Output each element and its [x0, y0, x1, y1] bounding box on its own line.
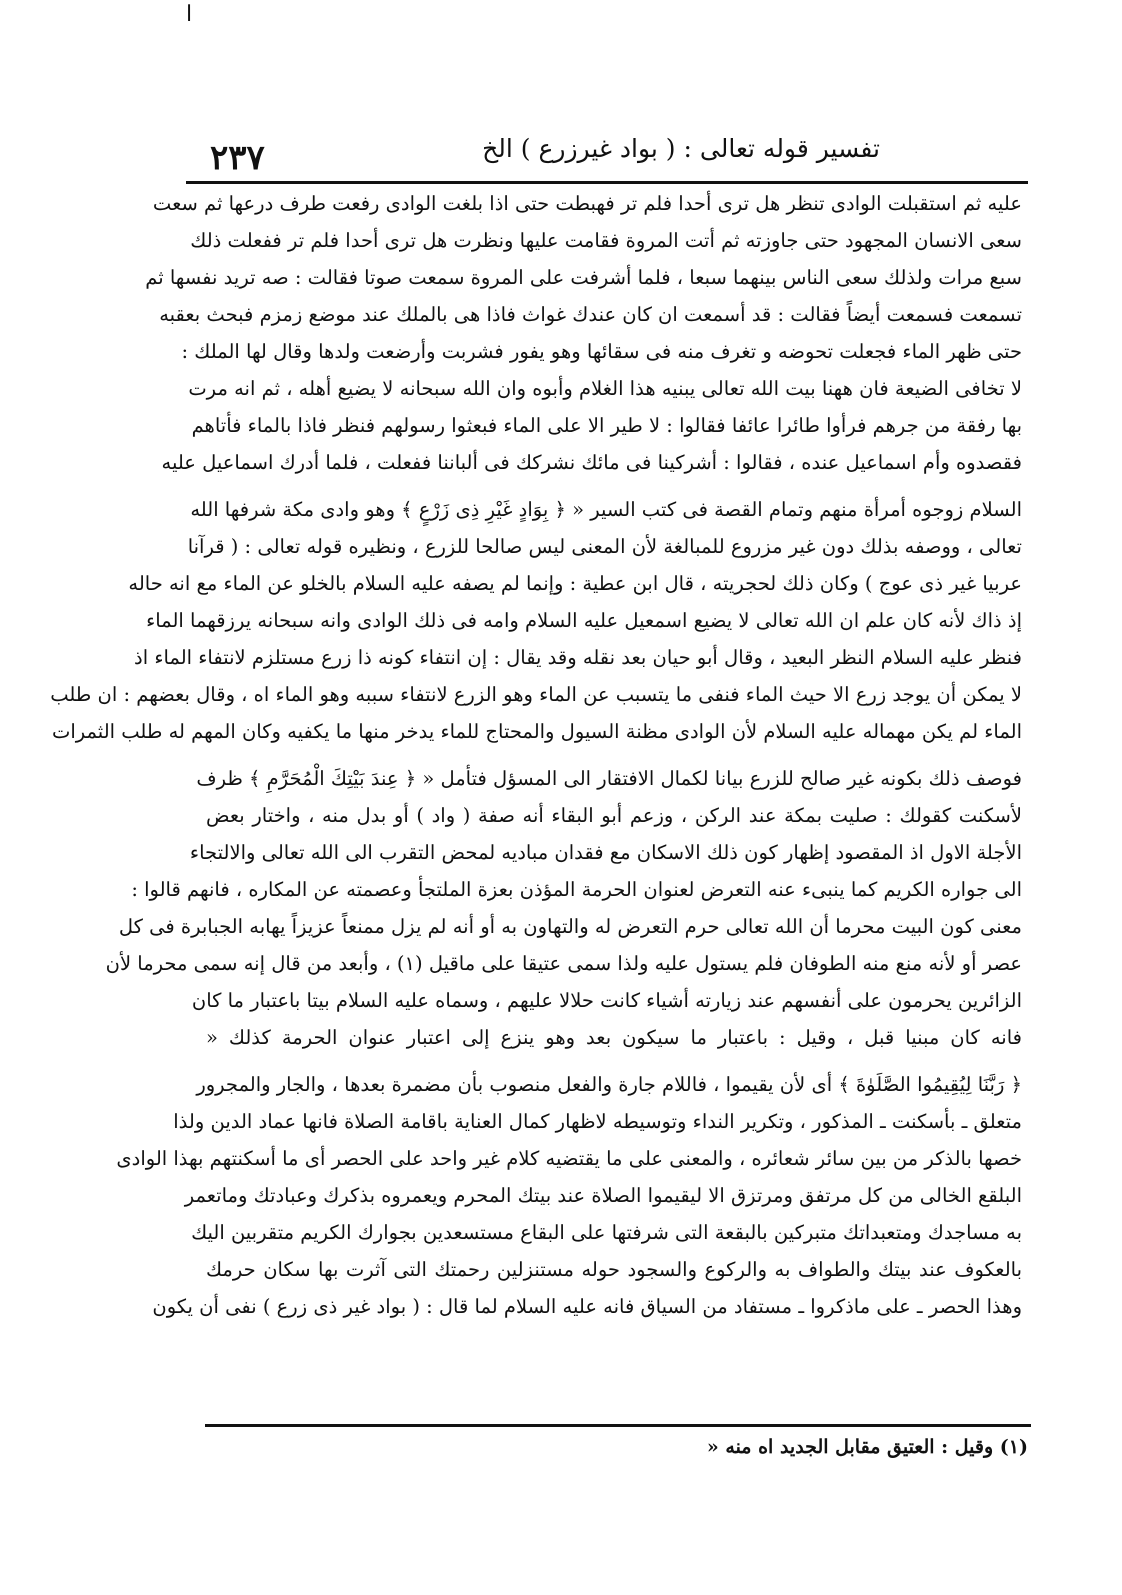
footnote: (١) وقيل : العتيق مقابل الجديد اه منه « — [706, 1436, 1028, 1458]
text-line: به مساجدك ومتعبداتك متبركين بالبقعة التى شرفتها على البقاع مستسعدين بجوارك الكريم متقربين اليك — [191, 1221, 1022, 1244]
text-line: السلام زوجوه أمرأة منهم وتمام القصة فى كتب السير « ﴿ بِوَادٍ غَيْرِ ذِى زَرْعٍ ﴾ وهو وادى مكة شرفها الله — [190, 498, 1022, 521]
page-number: ٢٣٧ — [210, 138, 265, 178]
paragraph-gap — [206, 1056, 1022, 1066]
paragraph — [50, 491, 1022, 750]
text-line: سبع مرات ولذلك سعى الناس بينهما سبعا ، فلما أشرفت على المروة سمعت صوتا فقالت : صه تريد نفسها ثم — [145, 266, 1022, 289]
text-line: الى جواره الكريم كما ينبىء عنه التعرض لعنوان الحرمة المؤذن بعزة الملتجأ وعصمته عن المكاره ، فانهم قالوا : — [131, 878, 1022, 901]
text-line: لا تخافى الضيعة فان ههنا بيت الله تعالى يبنيه هذا الغلام وأبوه وان الله سبحانه لا يضيع أهله ، ثم انه مرت — [188, 377, 1022, 400]
header-rule — [186, 181, 1028, 184]
text-line: تعالى ، ووصفه بذلك دون غير مزروع للمبالغة لأن المعنى ليس صالحا للزرع ، ونظيره قوله تعالى : ( قرآنا — [187, 535, 1022, 558]
text-line: فنظر عليه السلام النظر البعيد ، وقال أبو حيان بعد نقله وقد يقال : إن انتفاء كونه ذا زرع مستلزم لانتفاء الماء اذ — [134, 646, 1022, 669]
page-header — [210, 132, 1020, 182]
text-line: الأجلة الاول اذ المقصود إظهار كون ذلك الاسكان مع فقدان مباديه لمحض التقرب الى الله تعالى والالتجاء — [189, 841, 1022, 864]
footnote-rule — [205, 1424, 1031, 1427]
paragraph — [116, 1066, 1022, 1325]
text-line: عربيا غير ذى عوج ) وكان ذلك لحجريته ، قال ابن عطية : وإنما لم يصفه عليه السلام بالخلو عن الماء مع انه حاله — [128, 572, 1022, 595]
text-line: فقصدوه وأم اسماعيل عنده ، فقالوا : أشركينا فى مائك نشركك فى ألباننا ففعلت ، فلما أدرك اسماعيل عليه — [161, 451, 1022, 474]
text-line: تسمعت فسمعت أيضاً فقالت : قد أسمعت ان كان عندك غواث فاذا هى بالملك عند موضع زمزم فبحث بعقبه — [159, 303, 1022, 326]
text-line: عليه ثم استقبلت الوادى تنظر هل ترى أحدا فلم تر فهبطت حتى اذا بلغت الوادى رفعت طرف درعها ثم سعت — [152, 192, 1022, 215]
text-line: فوصف ذلك بكونه غير صالح للزرع بيانا لكمال الافتقار الى المسؤل فتأمل « ﴿ عِندَ بَيْتِكَ الْمُحَرَّمِ ﴾ ظرف — [196, 767, 1022, 790]
text-line: خصها بالذكر من بين سائر شعائره ، والمعنى على ما يقتضيه كلام غير واحد على الحصر أى ما أسكنتهم بهذا الوادى — [116, 1147, 1022, 1170]
text-line: البلقع الخالى من كل مرتفق ومرتزق الا ليقيموا الصلاة عند بيتك المحرم ويعمروه بذكرك وعبادتك وماتعمر — [184, 1184, 1022, 1207]
text-line: متعلق ـ بأسكنت ـ المذكور ، وتكرير النداء وتوسيطه لاظهار كمال العناية باقامة الصلاة فانها عماد الدين ولذا — [173, 1110, 1022, 1133]
text-line: الزائرين يحرمون على أنفسهم عند زيارته أشياء كانت حلالا عليهم ، وسماه عليه السلام بيتا باعتبار ما كان — [191, 989, 1022, 1012]
text-line: فانه كان مبنيا قبل ، وقيل : باعتبار ما سيكون بعد وهو ينزع إلى اعتبار عنوان الحرمة كذلك « — [206, 1026, 1022, 1049]
paragraph — [105, 760, 1022, 1056]
text-line: إذ ذاك لأنه كان علم ان الله تعالى لا يضيع اسمعيل عليه السلام وامه فى ذلك الوادى وانه سبحانه يرزقهما الماء — [146, 609, 1022, 632]
paragraph — [145, 185, 1022, 481]
text-line: بها رفقة من جرهم فرأوا طائرا عائفا فقالوا : لا طير الا على الماء فبعثوا رسولهم فنظر فاذا بالماء فأتاهم — [191, 414, 1022, 437]
running-title: تفسير قوله تعالى : ( بواد غيرزرع ) الخ — [482, 134, 880, 163]
text-line: بالعكوف عند بيتك والطواف به والركوع والسجود حوله مستنزلين رحمتك التى آثرت بها سكان حرمك — [206, 1258, 1022, 1281]
text-line: عصر أو لأنه منع منه الطوفان فلم يستول عليه ولذا سمى عتيقا على ماقيل (١) ، وأبعد من قال إنه سمى محرما لأن — [105, 952, 1022, 975]
text-line: معنى كون البيت محرما أن الله تعالى حرم التعرض له والتهاون به أو أنه لم يزل ممنعاً عزيزاً يهابه الجبابرة فى كل — [118, 915, 1022, 938]
text-line: حتى ظهر الماء فجعلت تحوضه و تغرف منه فى سقائها وهو يفور فشربت وأرضعت ولدها وقال لها الملك : — [181, 340, 1022, 363]
text-line: وهذا الحصر ـ على ماذكروا ـ مستفاد من السياق فانه عليه السلام لما قال : ( بواد غير ذى زرع ) نفى أن يكون — [152, 1295, 1022, 1318]
corner-mark: ا — [186, 2, 193, 27]
text-line: لا يمكن أن يوجد زرع الا حيث الماء فنفى ما يتسبب عن الماء وهو الزرع لانتفاء سببه وهو الماء اه ، وقال بعضهم : ان طلب — [50, 683, 1022, 706]
text-line: سعى الانسان المجهود حتى جاوزته ثم أتت المروة فقامت عليها ونظرت هل ترى أحدا فلم تر ففعلت ذلك — [190, 229, 1022, 252]
text-line: الماء لم يكن مهماله عليه السلام لأن الوادى مظنة السيول والمحتاج للماء يدخر منها ما يكفيه وكان المهم له طلب الثمرات — [52, 720, 1022, 743]
text-line: ﴿ رَبَّنَا لِيُقِيمُوا الصَّلَوٰةَ ﴾ أى لأن يقيموا ، فاللام جارة والفعل منصوب بأن مضمرة بعدها ، والجار والمجرور — [196, 1073, 1022, 1096]
paragraph-gap — [206, 481, 1022, 491]
paragraph-gap — [206, 750, 1022, 760]
text-line: لأسكنت كقولك : صليت بمكة عند الركن ، وزعم أبو البقاء أنه صفة ( واد ) أو بدل منه ، واختار بعض — [206, 804, 1022, 827]
body-text — [50, 185, 1022, 1325]
